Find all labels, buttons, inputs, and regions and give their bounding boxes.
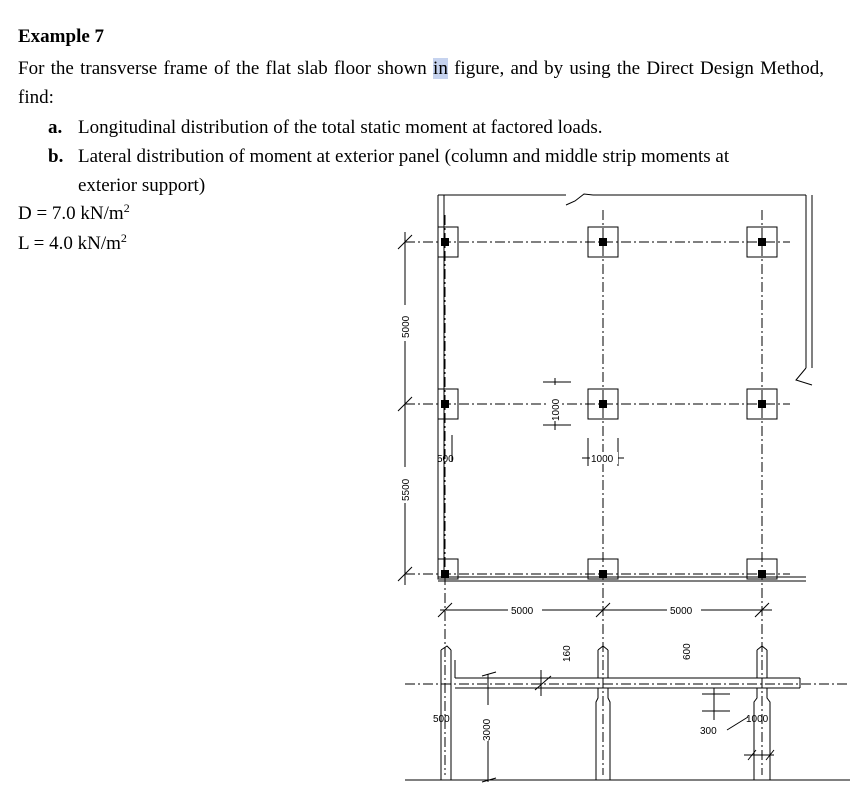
column-c3 [758,570,766,578]
dim-span-x1: 5000 [511,606,534,617]
dim-storey-height: 3000 [482,718,493,741]
dim-drop-vertical: 1000 [551,398,562,421]
task-b-text: Lateral distribution of moment at exterior panel (column and middle strip moments at [78,146,730,167]
dim-column: 500 [437,454,454,465]
task-a-label: a. [48,117,63,138]
dim-slab-thickness: 160 [562,645,573,662]
selected-word[interactable]: in [433,58,448,79]
dead-load-value: D = 7.0 kN/m [18,203,124,224]
example-title: Example 7 [18,26,105,47]
column-b2 [599,400,607,408]
task-b-continuation: exterior support) [78,175,206,196]
task-b-label: b. [48,146,64,167]
slab-outline [438,194,812,581]
column-a1 [441,238,449,246]
dim-drop-depth: 600 [682,643,693,660]
dead-load-exponent: 2 [123,201,130,215]
dim-capital-width: 1000 [746,714,769,725]
live-load-exponent: 2 [120,231,127,245]
column-b1 [599,238,607,246]
column-a2 [441,400,449,408]
dim-span-x2: 5000 [670,606,693,617]
elevation-section [405,646,850,782]
statement-start: For the transverse frame of the flat slab floor shown [18,58,434,79]
column-b3 [599,570,607,578]
column-c2 [758,400,766,408]
dim-span-bottom: 5500 [401,478,412,501]
dim-capital: 300 [700,726,717,737]
drop-panels [438,227,777,579]
dim-drop-horizontal: 1000 [591,454,614,465]
task-a-text: Longitudinal distribution of the total static moment at factored loads. [78,117,603,138]
horizontal-dimension-line [438,603,772,617]
dim-column-section: 500 [433,714,450,725]
column-c1 [758,238,766,246]
dim-span-top: 5000 [401,315,412,338]
live-load-value: L = 4.0 kN/m [18,233,121,254]
column-a3 [441,570,449,578]
statement-end: figure, and by using the Direct Design Method, find: [18,58,825,108]
vertical-dimension-line [398,232,412,585]
